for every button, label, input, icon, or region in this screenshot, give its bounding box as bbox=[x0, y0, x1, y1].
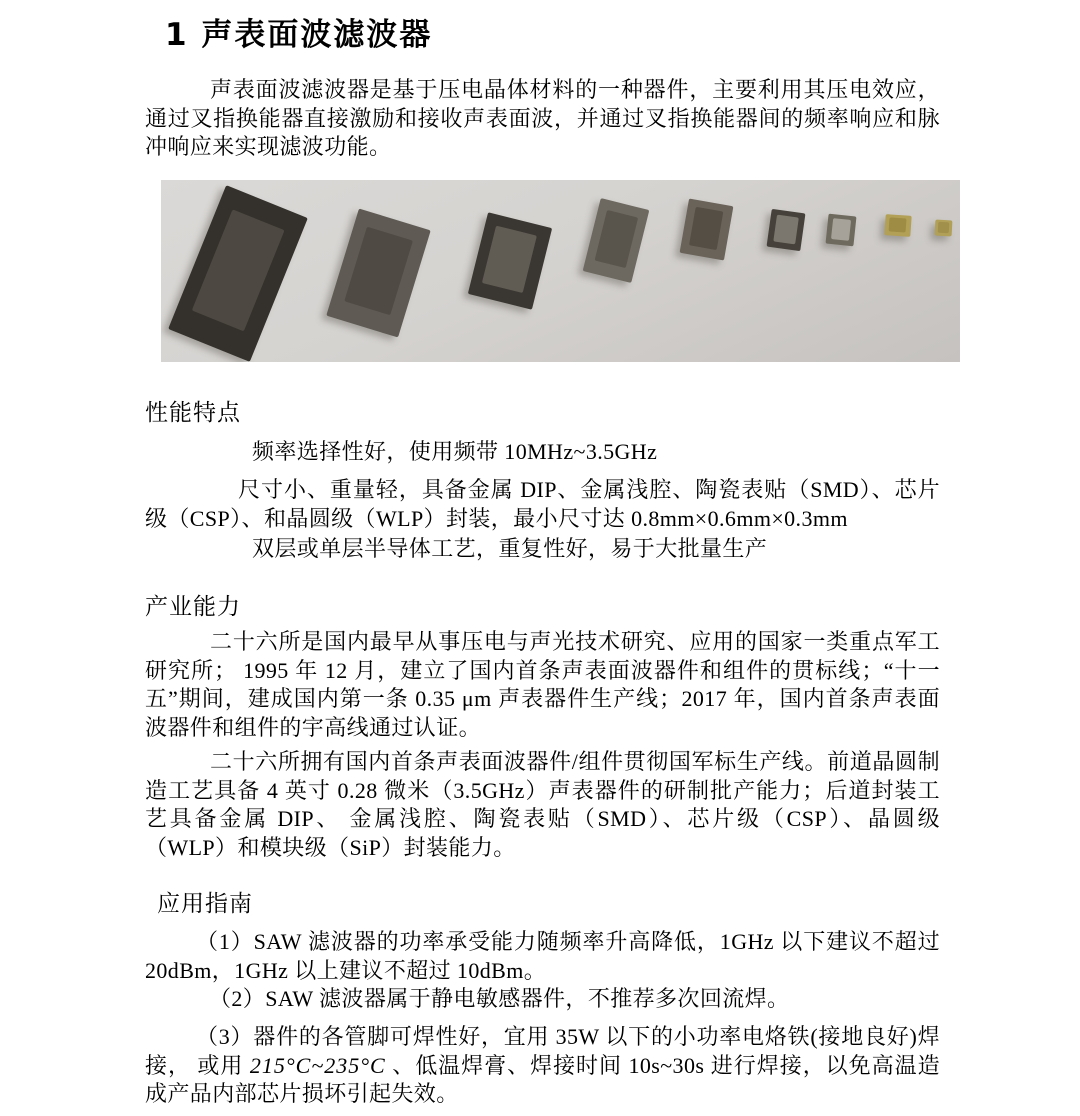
chip-marking bbox=[831, 218, 851, 241]
chip-marking bbox=[344, 226, 413, 315]
application-item-power: （1）SAW 滤波器的功率承受能力随频率升高降低，1GHz 以下建议不超过 20dBm，1GHz 以上建议不超过 10dBm。 bbox=[145, 929, 940, 983]
smd-package-4-chip bbox=[583, 198, 650, 283]
wlp-package-9-chip bbox=[934, 220, 952, 237]
saw-filter-size-lineup-photo bbox=[161, 180, 960, 362]
soldering-text-post: 、低温焊膏、焊接时间 10s~30s 进行焊接，以免高温造成产品内部芯片损坏引起失效。 bbox=[145, 1052, 940, 1106]
industry-paragraph-capability: 二十六所拥有国内首条声表面波器件/组件贯彻国军标生产线。前道晶圆制造工艺具备 4 英寸 0.28 微米（3.5GHz）声表器件的研制批产能力；后道封装工艺具备金属 DIP、 金属浅腔、陶瓷表贴（SMD）、芯片级（CSP）、晶圆级（WLP）和模块级（SiP）封装能力。 bbox=[145, 749, 940, 860]
metal-package-2-chip bbox=[326, 208, 430, 337]
chip-marking bbox=[594, 209, 638, 268]
chip-marking bbox=[773, 215, 798, 244]
page-title: 1 声表面波滤波器 bbox=[165, 17, 433, 53]
section-heading-industry: 产业能力 bbox=[145, 594, 241, 620]
section-heading-application: 应用指南 bbox=[157, 891, 253, 917]
industry-paragraph-history: 二十六所是国内最早从事压电与声光技术研究、应用的国家一类重点军工研究所； 1995 年 12 月，建立了国内首条声表面波器件和组件的贯标线；“十一五”期间，建成国内第一条 0.35 μm 声表器件生产线；2017 年，国内首条声表面波器件和组件的宇高线通过认证。 bbox=[145, 629, 940, 740]
application-item-soldering bbox=[145, 1023, 940, 1109]
chip-marking bbox=[889, 217, 907, 233]
section-heading-features: 性能特点 bbox=[145, 400, 241, 426]
feature-item-process: 双层或单层半导体工艺，重复性好，易于大批量生产 bbox=[252, 536, 768, 561]
metal-dip-package-large-chip bbox=[168, 185, 308, 362]
feature-item-size-packages: 尺寸小、重量轻，具备金属 DIP、金属浅腔、陶瓷表贴（SMD）、芯片级（CSP）、和晶圆级（WLP）封装，最小尺寸达 0.8mm×0.6mm×0.3mm bbox=[145, 477, 940, 531]
smd-package-6-chip bbox=[767, 209, 806, 251]
feature-item-frequency: 频率选择性好，使用频带 10MHz~3.5GHz bbox=[252, 439, 658, 464]
chip-marking bbox=[192, 209, 285, 331]
smd-package-5-chip bbox=[679, 198, 733, 260]
chip-marking bbox=[937, 222, 948, 234]
smd-package-3-chip bbox=[468, 212, 552, 309]
temperature-range: 215°C~235°C bbox=[249, 1052, 386, 1078]
csp-package-7-chip bbox=[826, 214, 857, 247]
intro-paragraph: 声表面波滤波器是基于压电晶体材料的一种器件，主要利用其压电效应，通过叉指换能器直接激励和接收声表面波，并通过叉指换能器间的频率响应和脉冲响应来实现滤波功能。 bbox=[145, 77, 940, 159]
chip-marking bbox=[482, 226, 537, 293]
chip-marking bbox=[688, 206, 723, 249]
application-item-esd: （2）SAW 滤波器属于静电敏感器件，不推荐多次回流焊。 bbox=[209, 986, 790, 1011]
wlp-package-8-chip bbox=[884, 214, 911, 237]
soldering-text-pre: （3）器件的各管脚可焊性好，宜用 35W 以下的小功率电烙铁(接地良好)焊接， 或用 bbox=[145, 1024, 940, 1078]
